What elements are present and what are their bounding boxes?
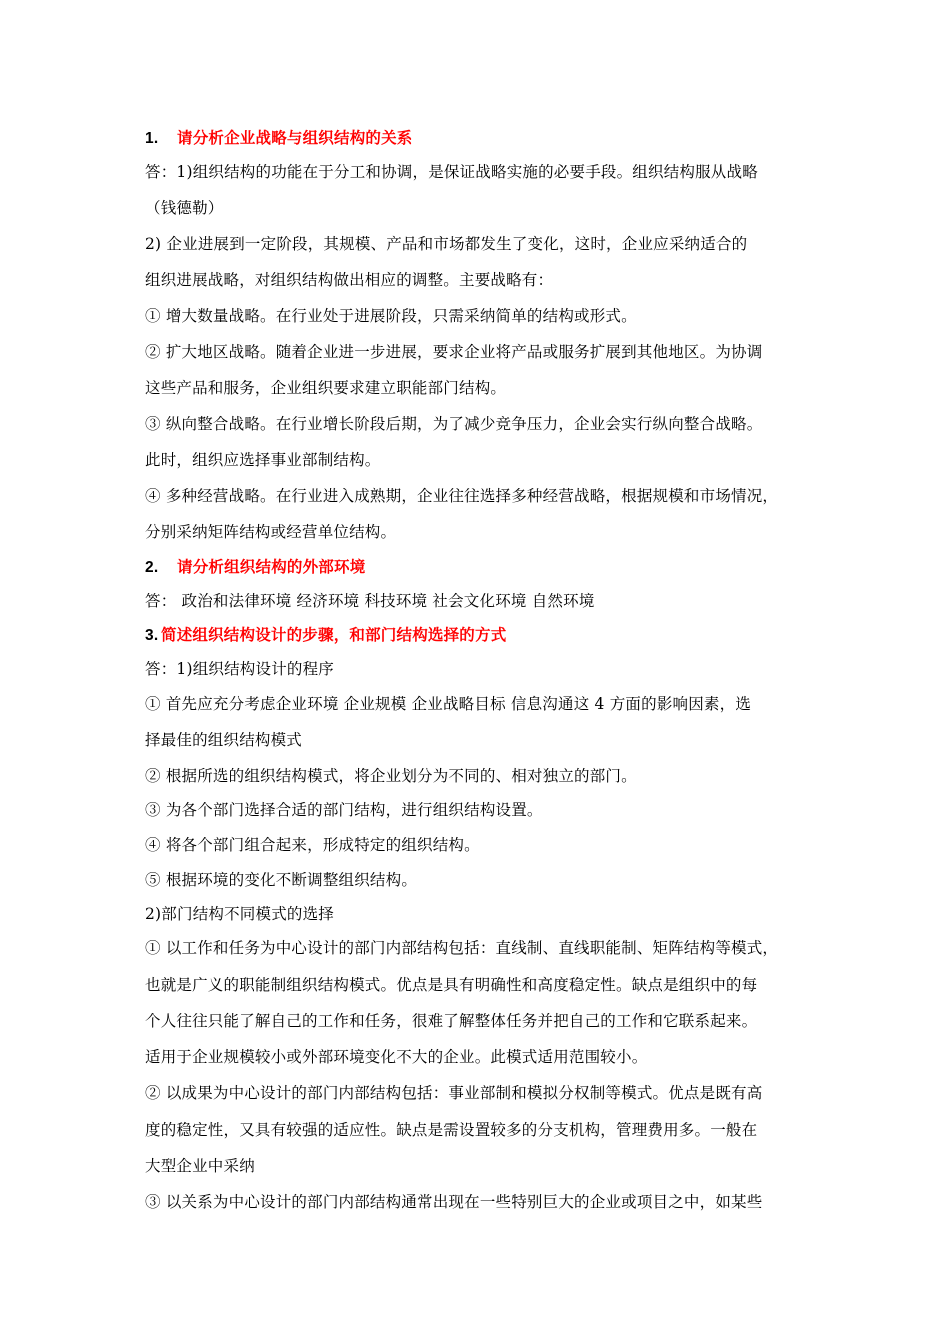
q3-answer-line: 个人往往只能了解自己的工作和任务，很难了解整体任务并把自己的工作和它联系起来。 (145, 1012, 758, 1030)
q3-answer-line: ④ 将各个部门组合起来，形成特定的组织结构。 (145, 836, 480, 854)
question-3-heading (145, 625, 825, 646)
q1-answer-line: 分别采纳矩阵结构或经营单位结构。 (145, 523, 397, 541)
q1-answer-line: 2) 企业进展到一定阶段，其规模、产品和市场都发生了变化，这时，企业应采纳适合的 (145, 235, 748, 253)
q1-answer-line: ④ 多种经营战略。在行业进入成熟期，企业往往选择多种经营战略，根据规模和市场情况， (145, 487, 779, 505)
q3-answer-line: 答：1)组织结构设计的程序 (145, 660, 335, 678)
q3-answer-line: ③ 以关系为中心设计的部门内部结构通常出现在一些特别巨大的企业或项目之中，如某些 (145, 1193, 763, 1211)
q3-answer-line: 也就是广义的职能制组织结构模式。优点是具有明确性和高度稳定性。缺点是组织中的每 (145, 976, 758, 994)
q3-answer-line: 2)部门结构不同模式的选择 (145, 905, 335, 923)
q1-answer-line: 答：1)组织结构的功能在于分工和协调，是保证战略实施的必要手段。组织结构服从战略 (145, 163, 758, 181)
q1-answer-line: （钱德勒） (145, 199, 224, 217)
q1-answer-line: 组织进展战略，对组织结构做出相应的调整。主要战略有： (145, 271, 554, 289)
question-3-number: 3. (145, 627, 159, 644)
question-2-number: 2. (145, 559, 159, 576)
q3-answer-line: 度的稳定性，又具有较强的适应性。缺点是需设置较多的分支机构，管理费用多。一般在 (145, 1121, 758, 1139)
q1-answer-line: 此时，组织应选择事业部制结构。 (145, 451, 381, 469)
question-2-title: 请分析组织结构的外部环境 (177, 558, 366, 576)
question-2-heading (145, 557, 825, 578)
q3-answer-line: ① 首先应充分考虑企业环境 企业规模 企业战略目标 信息沟通这 4 方面的影响因素，选 (145, 695, 752, 713)
q3-answer-line: ③ 为各个部门选择合适的部门结构，进行组织结构设置。 (145, 801, 543, 819)
q3-answer-line: ② 根据所选的组织结构模式，将企业划分为不同的、相对独立的部门。 (145, 767, 637, 785)
q3-answer-line: ② 以成果为中心设计的部门内部结构包括：事业部制和模拟分权制等模式。优点是既有高 (145, 1084, 763, 1102)
q1-answer-line: ① 增大数量战略。在行业处于进展阶段，只需采纳简单的结构或形式。 (145, 307, 637, 325)
q3-answer-line: ① 以工作和任务为中心设计的部门内部结构包括：直线制、直线职能制、矩阵结构等模式， (145, 939, 779, 957)
q1-answer-line: ② 扩大地区战略。随着企业进一步进展，要求企业将产品或服务扩展到其他地区。为协调 (145, 343, 763, 361)
question-1-number: 1. (145, 130, 159, 147)
question-1-heading (145, 128, 825, 149)
q1-answer-line: ③ 纵向整合战略。在行业增长阶段后期，为了减少竞争压力，企业会实行纵向整合战略。 (145, 415, 763, 433)
q3-answer-line: ⑤ 根据环境的变化不断调整组织结构。 (145, 871, 418, 889)
q3-answer-line: 适用于企业规模较小或外部环境变化不大的企业。此模式适用范围较小。 (145, 1048, 648, 1066)
q3-answer-line: 大型企业中采纳 (145, 1157, 255, 1175)
q1-answer-line: 这些产品和服务，企业组织要求建立职能部门结构。 (145, 379, 507, 397)
question-1-title: 请分析企业战略与组织结构的关系 (177, 129, 413, 147)
q2-answer-line: 答： 政治和法律环境 经济环境 科技环境 社会文化环境 自然环境 (145, 592, 595, 610)
question-3-title: 简述组织结构设计的步骤，和部门结构选择的方式 (161, 626, 507, 644)
q3-answer-line: 择最佳的组织结构模式 (145, 731, 303, 749)
